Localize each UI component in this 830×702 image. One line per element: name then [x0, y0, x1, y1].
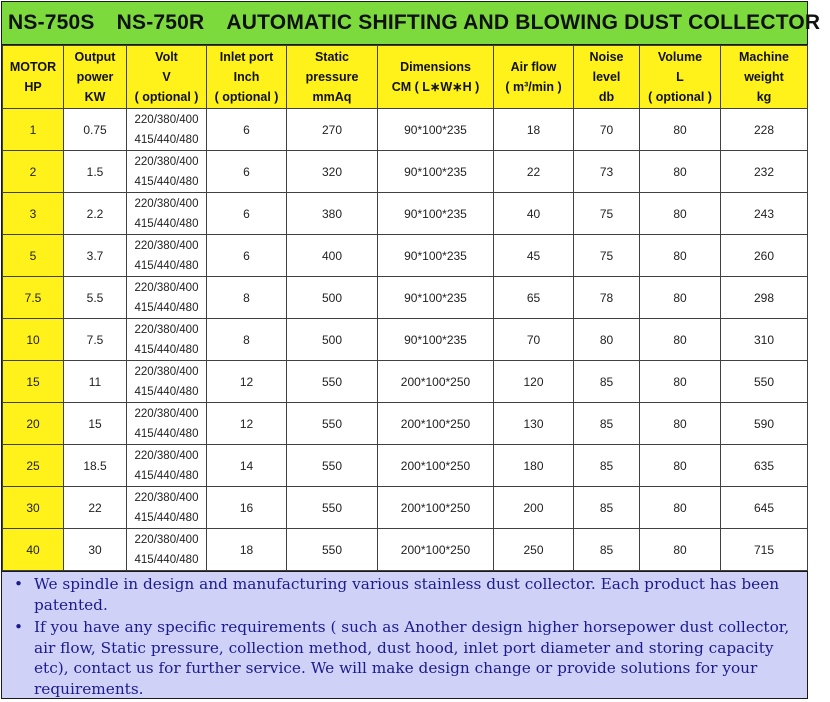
- cell-weight: 310: [721, 319, 808, 361]
- cell-weight: 715: [721, 529, 808, 571]
- table-row: [3, 445, 808, 487]
- cell-noise: 75: [574, 193, 640, 235]
- header-line: Volume: [657, 50, 703, 64]
- header-line: CM ( L∗W∗H ): [391, 80, 480, 94]
- cell-airflow: 130: [494, 403, 574, 445]
- column-header-air-flow: [494, 46, 574, 109]
- cell-kw: 15: [64, 403, 127, 445]
- cell-volt: [127, 151, 207, 193]
- cell-kw: 5.5: [64, 277, 127, 319]
- cell-weight: 550: [721, 361, 808, 403]
- cell-kw: 3.7: [64, 235, 127, 277]
- cell-pressure: 550: [287, 361, 378, 403]
- header-line: Machine: [738, 50, 789, 64]
- cell-hp: 20: [3, 403, 64, 445]
- cell-airflow: 70: [494, 319, 574, 361]
- cell-noise: 85: [574, 529, 640, 571]
- column-header-inlet-port: [207, 46, 287, 109]
- cell-volume: 80: [640, 193, 721, 235]
- note-text: If you have any specific requirements ( such as Another design higher horsepower dust collector, air flow, Static pressure, collection method, dust hood, inlet port diameter and storing capacity etc), contact us for further service. We will make design change or provide solutions for your requirements.: [34, 618, 790, 698]
- table-row: [3, 235, 808, 277]
- cell-airflow: 200: [494, 487, 574, 529]
- column-header-machine-weight: [721, 46, 808, 109]
- cell-dims: 200*100*250: [378, 529, 494, 571]
- volt-line: 220/380/400: [134, 239, 199, 252]
- cell-hp: 1: [3, 109, 64, 151]
- cell-inlet: 18: [207, 529, 287, 571]
- header-line: Noise: [589, 50, 624, 64]
- volt-line: 415/440/480: [134, 301, 199, 314]
- notes-section: [2, 571, 807, 698]
- cell-hp: 25: [3, 445, 64, 487]
- volt-line: 415/440/480: [134, 553, 199, 566]
- table-row: [3, 193, 808, 235]
- cell-volt: [127, 529, 207, 571]
- cell-pressure: 400: [287, 235, 378, 277]
- cell-pressure: 550: [287, 529, 378, 571]
- header-line: power: [76, 70, 114, 84]
- note-item: [10, 617, 799, 699]
- column-header-static-pressure: [287, 46, 378, 109]
- cell-dims: 90*100*235: [378, 193, 494, 235]
- header-line: pressure: [305, 70, 359, 84]
- header-line: Static: [314, 50, 350, 64]
- cell-inlet: 8: [207, 277, 287, 319]
- cell-inlet: 6: [207, 151, 287, 193]
- volt-line: 220/380/400: [134, 155, 199, 168]
- cell-dims: 90*100*235: [378, 109, 494, 151]
- cell-volume: 80: [640, 151, 721, 193]
- cell-noise: 70: [574, 109, 640, 151]
- header-line: db: [598, 90, 615, 104]
- cell-dims: 200*100*250: [378, 361, 494, 403]
- page-title: [2, 2, 821, 45]
- volt-line: 415/440/480: [134, 427, 199, 440]
- table-row: [3, 361, 808, 403]
- cell-airflow: 22: [494, 151, 574, 193]
- column-header-volume: [640, 46, 721, 109]
- cell-inlet: 6: [207, 235, 287, 277]
- cell-volume: 80: [640, 529, 721, 571]
- table-row: [3, 151, 808, 193]
- cell-volt: [127, 109, 207, 151]
- cell-noise: 85: [574, 403, 640, 445]
- cell-weight: 298: [721, 277, 808, 319]
- cell-weight: 232: [721, 151, 808, 193]
- cell-hp: 5: [3, 235, 64, 277]
- bullet-icon: •: [14, 575, 24, 593]
- cell-dims: 90*100*235: [378, 235, 494, 277]
- cell-weight: 260: [721, 235, 808, 277]
- cell-kw: 18.5: [64, 445, 127, 487]
- volt-line: 415/440/480: [134, 343, 199, 356]
- spec-table: [2, 45, 808, 571]
- note-text: We spindle in design and manufacturing various stainless dust collector. Each product has been patented.: [34, 575, 780, 614]
- header-line: ( optional ): [214, 90, 279, 104]
- cell-hp: 10: [3, 319, 64, 361]
- table-row: [3, 529, 808, 571]
- header-line: Output: [74, 50, 116, 64]
- table-body: [3, 109, 808, 571]
- header-line: ( optional ): [648, 90, 712, 104]
- cell-dims: 200*100*250: [378, 403, 494, 445]
- cell-kw: 11: [64, 361, 127, 403]
- volt-line: 415/440/480: [134, 511, 199, 524]
- cell-dims: 90*100*235: [378, 319, 494, 361]
- cell-airflow: 40: [494, 193, 574, 235]
- cell-volt: [127, 403, 207, 445]
- table-row: [3, 277, 808, 319]
- cell-noise: 85: [574, 361, 640, 403]
- volt-line: 220/380/400: [134, 281, 199, 294]
- header-line: MOTOR: [9, 60, 57, 74]
- cell-volt: [127, 193, 207, 235]
- volt-line: 220/380/400: [134, 365, 199, 378]
- cell-kw: 30: [64, 529, 127, 571]
- column-header-dimensions: [378, 46, 494, 109]
- cell-airflow: 18: [494, 109, 574, 151]
- cell-hp: 30: [3, 487, 64, 529]
- note-item: [10, 574, 799, 615]
- header-line: HP: [24, 80, 42, 94]
- volt-line: 415/440/480: [134, 175, 199, 188]
- cell-volume: 80: [640, 109, 721, 151]
- column-header-volt: [127, 46, 207, 109]
- cell-inlet: 14: [207, 445, 287, 487]
- spec-sheet: [1, 1, 821, 699]
- header-line: level: [592, 70, 621, 84]
- cell-pressure: 550: [287, 487, 378, 529]
- volt-line: 220/380/400: [134, 491, 199, 504]
- cell-airflow: 120: [494, 361, 574, 403]
- cell-hp: 15: [3, 361, 64, 403]
- volt-line: 415/440/480: [134, 133, 199, 146]
- cell-volume: 80: [640, 403, 721, 445]
- cell-volt: [127, 277, 207, 319]
- header-line: KW: [84, 90, 106, 104]
- header-line: Air flow: [510, 60, 557, 74]
- cell-pressure: 320: [287, 151, 378, 193]
- cell-inlet: 6: [207, 109, 287, 151]
- cell-pressure: 380: [287, 193, 378, 235]
- cell-noise: 85: [574, 487, 640, 529]
- cell-volume: 80: [640, 235, 721, 277]
- header-line: V: [162, 70, 171, 84]
- cell-hp: 2: [3, 151, 64, 193]
- cell-volt: [127, 361, 207, 403]
- cell-volume: 80: [640, 319, 721, 361]
- cell-volume: 80: [640, 361, 721, 403]
- volt-line: 220/380/400: [134, 407, 199, 420]
- volt-line: 220/380/400: [134, 197, 199, 210]
- header-line: weight: [744, 70, 784, 84]
- cell-noise: 80: [574, 319, 640, 361]
- volt-line: 415/440/480: [134, 217, 199, 230]
- cell-noise: 73: [574, 151, 640, 193]
- cell-dims: 200*100*250: [378, 445, 494, 487]
- cell-volume: 80: [640, 487, 721, 529]
- cell-volt: [127, 319, 207, 361]
- table-header-row: [3, 46, 808, 109]
- cell-dims: 90*100*235: [378, 277, 494, 319]
- cell-noise: 78: [574, 277, 640, 319]
- cell-volt: [127, 235, 207, 277]
- header-line: Inch: [233, 70, 260, 84]
- cell-volume: 80: [640, 277, 721, 319]
- header-line: Volt: [155, 50, 178, 64]
- cell-inlet: 16: [207, 487, 287, 529]
- volt-line: 220/380/400: [134, 449, 199, 462]
- cell-volt: [127, 487, 207, 529]
- cell-inlet: 6: [207, 193, 287, 235]
- cell-pressure: 550: [287, 403, 378, 445]
- volt-line: 220/380/400: [134, 323, 199, 336]
- cell-weight: 645: [721, 487, 808, 529]
- cell-volt: [127, 445, 207, 487]
- header-line: kg: [756, 90, 772, 104]
- bullet-icon: •: [14, 618, 24, 636]
- cell-kw: 7.5: [64, 319, 127, 361]
- header-line: mmAq: [312, 90, 352, 104]
- cell-airflow: 65: [494, 277, 574, 319]
- cell-kw: 2.2: [64, 193, 127, 235]
- cell-hp: 40: [3, 529, 64, 571]
- cell-inlet: 8: [207, 319, 287, 361]
- cell-hp: 3: [3, 193, 64, 235]
- header-line: Inlet port: [219, 50, 274, 64]
- cell-airflow: 45: [494, 235, 574, 277]
- model-name-2: NS-750R: [116, 11, 205, 34]
- product-name: AUTOMATIC SHIFTING AND BLOWING DUST COLLECTOR: [226, 11, 821, 34]
- cell-airflow: 180: [494, 445, 574, 487]
- volt-line: 220/380/400: [134, 113, 199, 126]
- cell-noise: 75: [574, 235, 640, 277]
- volt-line: 220/380/400: [134, 533, 199, 546]
- table-row: [3, 319, 808, 361]
- volt-line: 415/440/480: [134, 469, 199, 482]
- cell-weight: 243: [721, 193, 808, 235]
- volt-line: 415/440/480: [134, 385, 199, 398]
- cell-inlet: 12: [207, 403, 287, 445]
- cell-airflow: 250: [494, 529, 574, 571]
- cell-dims: 90*100*235: [378, 151, 494, 193]
- table-row: [3, 487, 808, 529]
- volt-line: 415/440/480: [134, 259, 199, 272]
- cell-pressure: 550: [287, 445, 378, 487]
- header-line: ( m³/min ): [505, 80, 562, 94]
- cell-weight: 228: [721, 109, 808, 151]
- cell-kw: 22: [64, 487, 127, 529]
- cell-pressure: 270: [287, 109, 378, 151]
- cell-volume: 80: [640, 445, 721, 487]
- header-line: L: [676, 70, 684, 84]
- cell-hp: 7.5: [3, 277, 64, 319]
- cell-noise: 85: [574, 445, 640, 487]
- table-row: [3, 109, 808, 151]
- cell-pressure: 500: [287, 319, 378, 361]
- table-row: [3, 403, 808, 445]
- header-line: Dimensions: [400, 60, 471, 74]
- column-header-noise-level: [574, 46, 640, 109]
- column-header-motor-hp: [3, 46, 64, 109]
- cell-pressure: 500: [287, 277, 378, 319]
- cell-dims: 200*100*250: [378, 487, 494, 529]
- cell-weight: 590: [721, 403, 808, 445]
- cell-inlet: 12: [207, 361, 287, 403]
- cell-kw: 1.5: [64, 151, 127, 193]
- header-line: ( optional ): [134, 90, 199, 104]
- model-name-1: NS-750S: [8, 11, 95, 34]
- cell-kw: 0.75: [64, 109, 127, 151]
- cell-weight: 635: [721, 445, 808, 487]
- column-header-output-power: [64, 46, 127, 109]
